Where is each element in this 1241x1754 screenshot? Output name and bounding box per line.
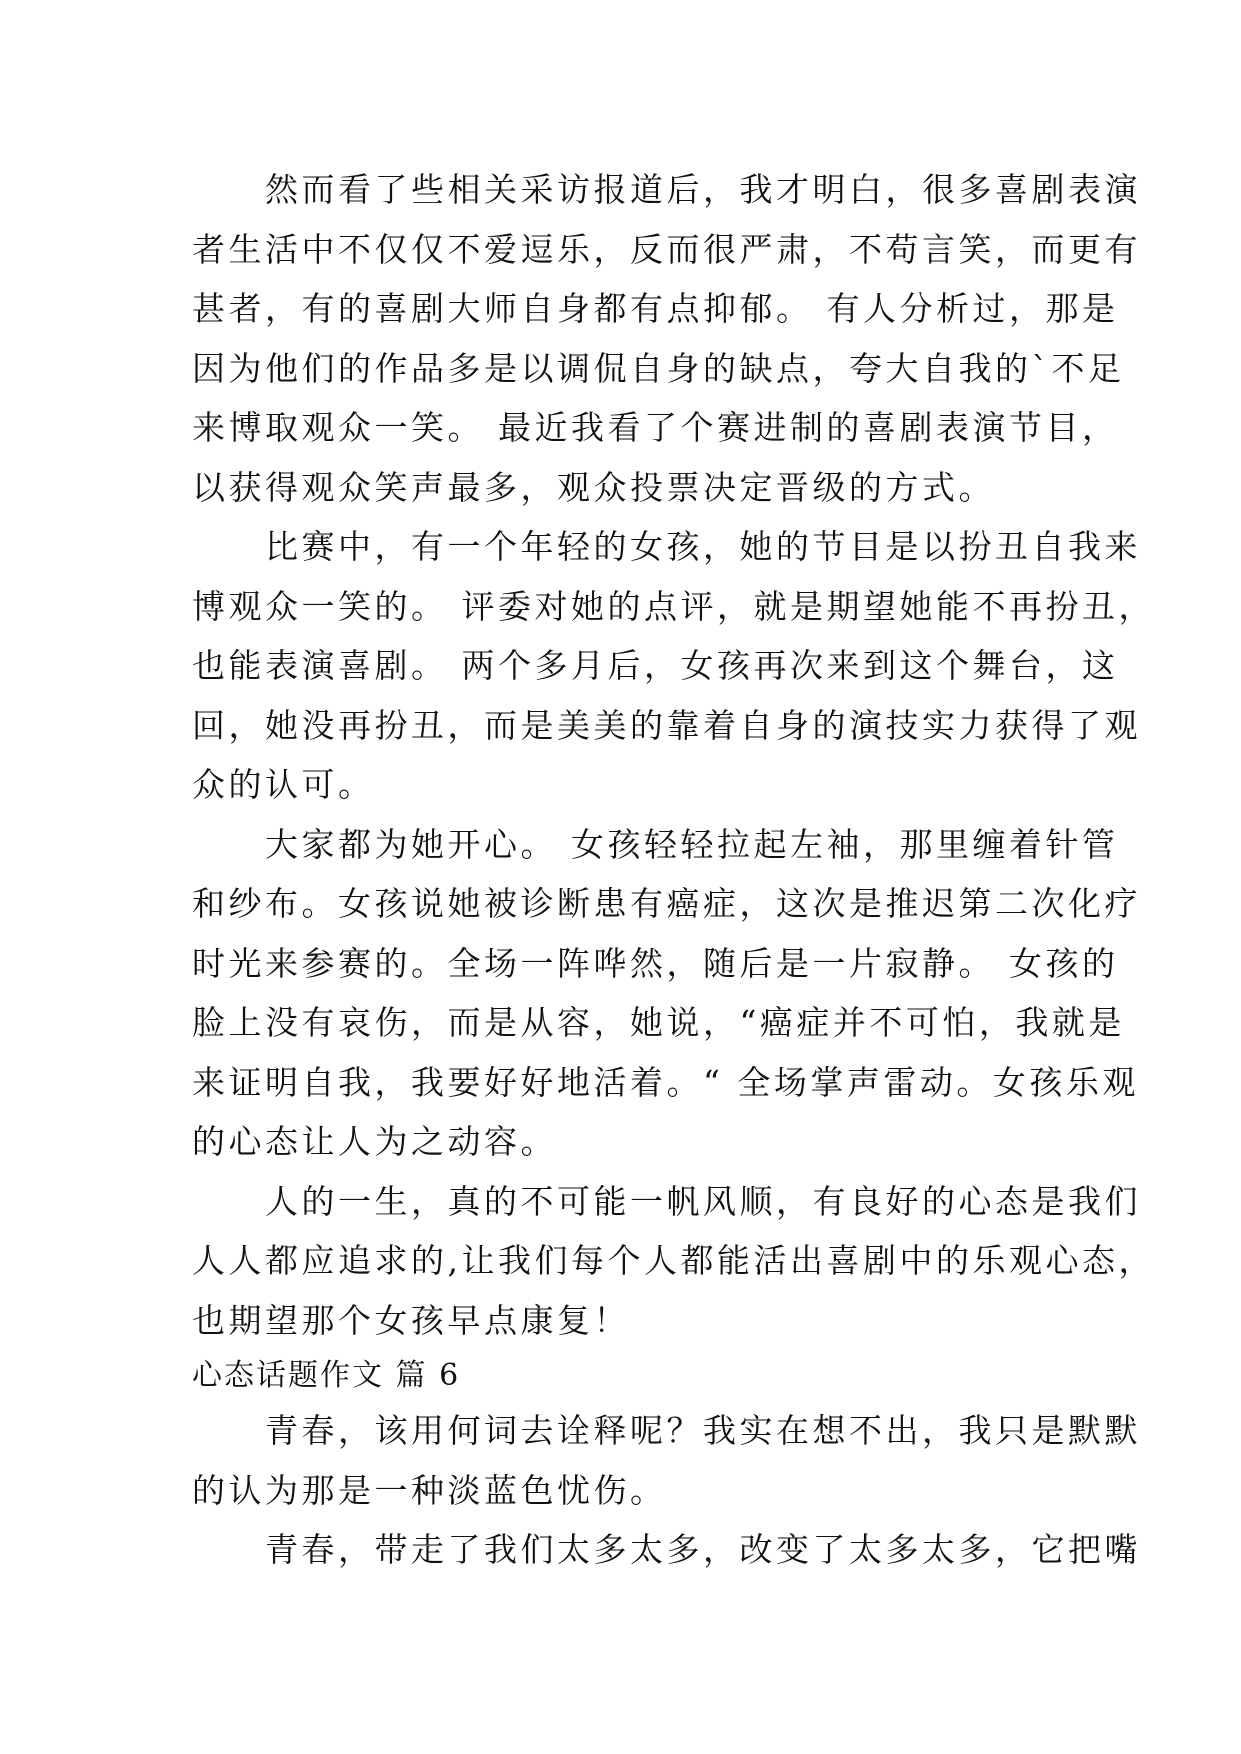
text-line: 大家都为她开心。 女孩轻轻拉起左袖，那里缠着针管 bbox=[192, 825, 1119, 864]
text-line: 也期望那个女孩早点康复！ bbox=[192, 1301, 630, 1340]
text-line: 甚者，有的喜剧大师自身都有点抑郁。 有人分析过，那是 bbox=[192, 289, 1119, 328]
text-line: 青春，带走了我们太多太多，改变了太多太多，它把嘴 bbox=[192, 1530, 1141, 1569]
text-line: 然而看了些相关采访报道后，我才明白，很多喜剧表演 bbox=[192, 170, 1141, 209]
text-line: 比赛中，有一个年轻的女孩，她的节目是以扮丑自我来 bbox=[192, 527, 1141, 566]
text-line: 博观众一笑的。 评委对她的点评，就是期望她能不再扮丑， bbox=[192, 587, 1155, 626]
text-line: 来博取观众一笑。 最近我看了个赛进制的喜剧表演节目， bbox=[192, 408, 1119, 447]
text-line: 时光来参赛的。全场一阵哗然，随后是一片寂静。 女孩的 bbox=[192, 944, 1119, 983]
text-line: 脸上没有哀伤，而是从容，她说，“癌症并不可怕，我就是 bbox=[192, 1003, 1125, 1042]
text-line: 和纱布。女孩说她被诊断患有癌症，这次是推迟第二次化疗 bbox=[192, 884, 1141, 923]
text-line: 也能表演喜剧。 两个多月后，女孩再次来到这个舞台，这 bbox=[192, 646, 1119, 685]
section-heading: 心态话题作文 篇 6 bbox=[192, 1358, 461, 1393]
text-line: 来证明自我，我要好好地活着。“ 全场掌声雷动。女孩乐观 bbox=[192, 1063, 1139, 1102]
text-line: 的心态让人为之动容。 bbox=[192, 1122, 557, 1161]
text-line: 人的一生，真的不可能一帆风顺，有良好的心态是我们 bbox=[192, 1182, 1141, 1221]
text-line: 众的认可。 bbox=[192, 765, 375, 804]
text-line: 青春，该用何词去诠释呢？我实在想不出，我只是默默 bbox=[192, 1411, 1141, 1450]
text-line: 的认为那是一种淡蓝色忧伤。 bbox=[192, 1471, 667, 1510]
text-line: 者生活中不仅仅不爱逗乐，反而很严肃，不苟言笑，而更有 bbox=[192, 230, 1141, 269]
text-line: 以获得观众笑声最多，观众投票决定晋级的方式。 bbox=[192, 468, 995, 507]
text-line: 回，她没再扮丑，而是美美的靠着自身的演技实力获得了观 bbox=[192, 706, 1141, 745]
text-line: 因为他们的作品多是以调侃自身的缺点，夸大自我的`不足 bbox=[192, 349, 1125, 388]
text-line: 人人都应追求的,让我们每个人都能活出喜剧中的乐观心态， bbox=[192, 1241, 1155, 1280]
